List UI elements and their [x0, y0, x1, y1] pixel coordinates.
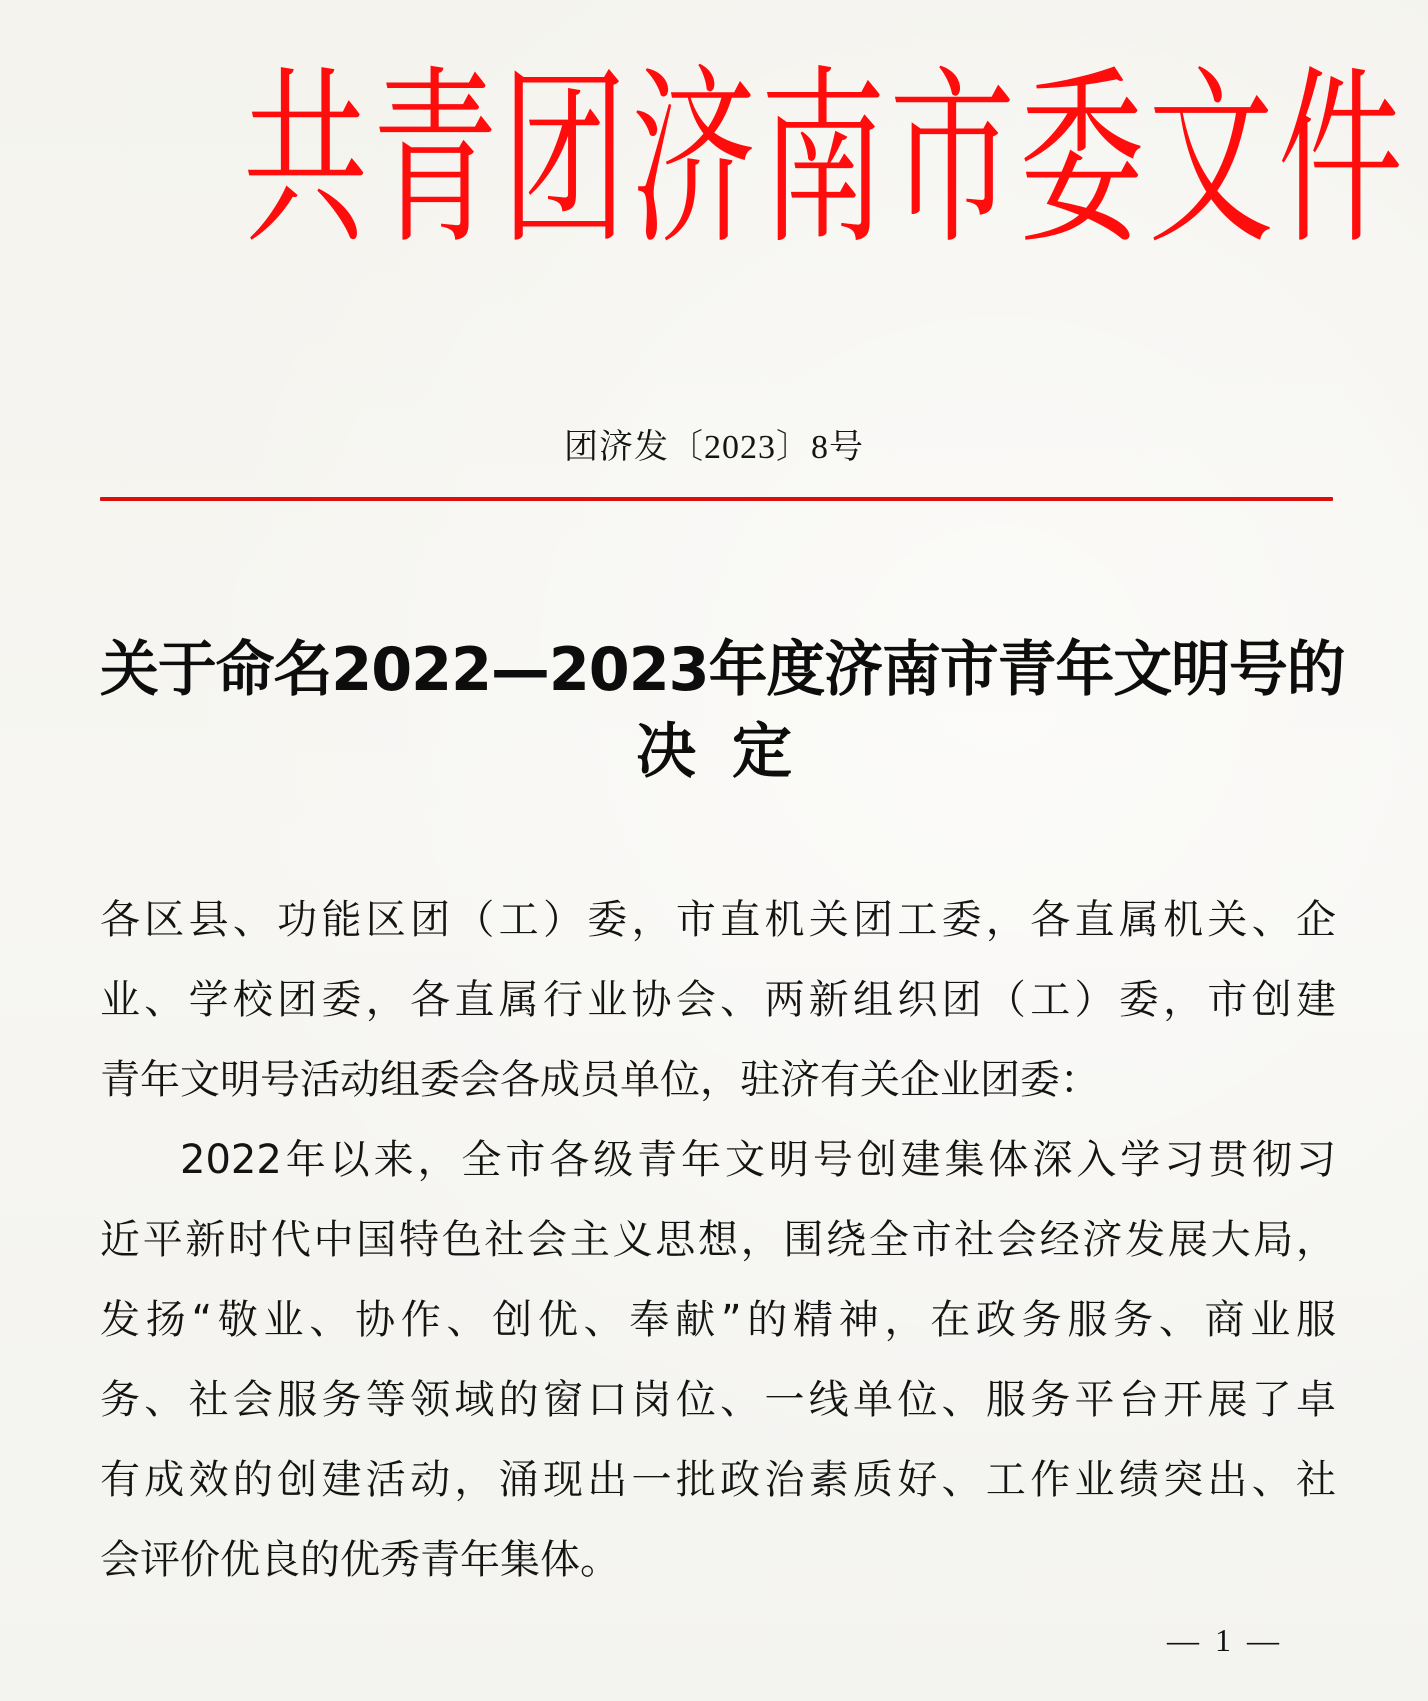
red-separator-line	[100, 497, 1333, 501]
paragraph-line: 发扬“敬业、协作、创优、奉献”的精神，在政务服务、商业服	[100, 1297, 1336, 1343]
addressee-line: 业、学校团委，各直属行业协会、两新组织团（工）委，市创建	[100, 977, 1336, 1023]
paragraph-line: 有成效的创建活动，涌现出一批政治素质好、工作业绩突出、社	[100, 1457, 1336, 1503]
addressee-block	[100, 880, 1336, 1120]
document-number: 团济发〔2023〕8号	[564, 429, 864, 466]
addressee-line: 青年文明号活动组委会各成员单位，驻济有关企业团委：	[100, 1057, 1100, 1103]
document-title-line-2: 决定	[636, 717, 828, 787]
paragraph-line: 务、社会服务等领域的窗口岗位、一线单位、服务平台开展了卓	[100, 1377, 1336, 1423]
red-header-title: 共青团济南市委文件	[242, 57, 1408, 267]
page-number: — 1 —	[1167, 1622, 1283, 1658]
paragraph-line: 2022年以来，全市各级青年文明号创建集体深入学习贯彻习	[180, 1137, 1336, 1183]
body-paragraph	[100, 1120, 1336, 1600]
document-title-line-1: 关于命名2022—2023年度济南市青年文明号的	[100, 635, 1345, 705]
paragraph-line: 会评价优良的优秀青年集体。	[100, 1537, 620, 1583]
paragraph-line: 近平新时代中国特色社会主义思想，围绕全市社会经济发展大局，	[100, 1217, 1336, 1263]
addressee-line: 各区县、功能区团（工）委，市直机关团工委，各直属机关、企	[100, 897, 1336, 943]
